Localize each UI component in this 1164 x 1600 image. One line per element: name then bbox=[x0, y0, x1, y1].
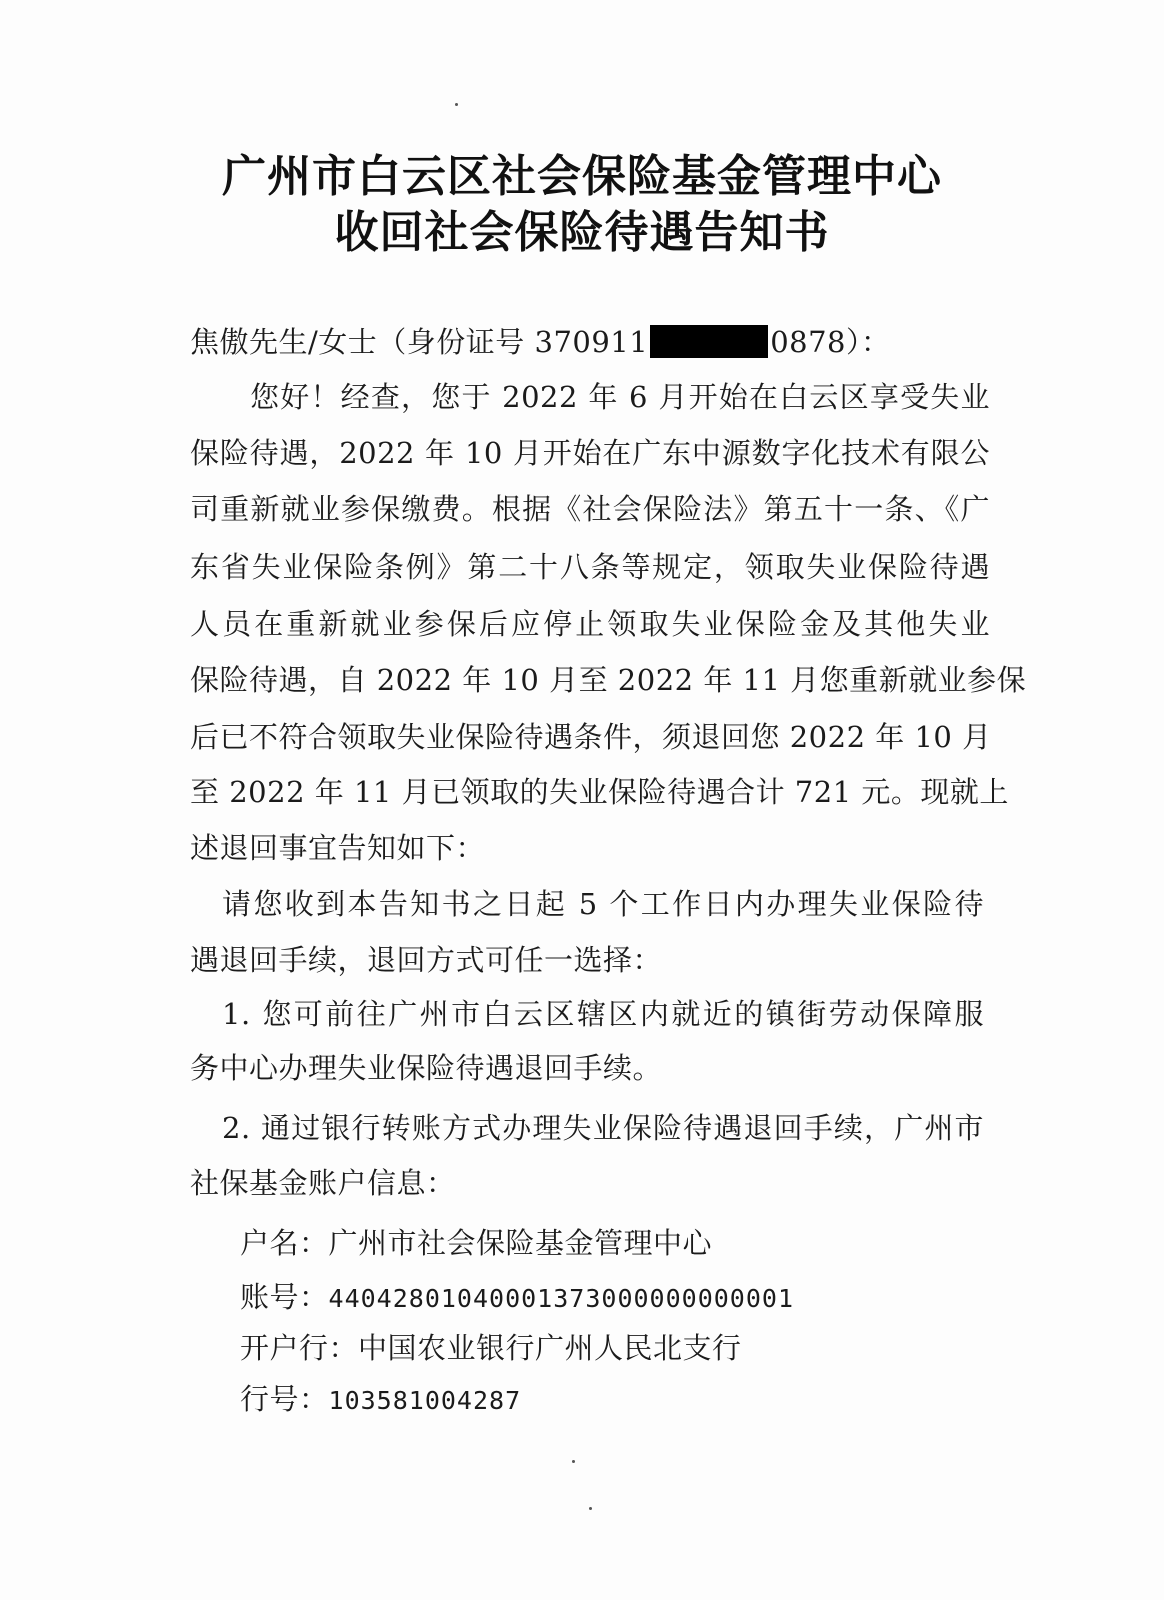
paragraph2-line: 请您收到本告知书之日起 5 个工作日内办理失业保险待 bbox=[222, 887, 984, 921]
account-number-value: 44042801040001373000000000001 bbox=[328, 1284, 795, 1313]
account-name-value: 广州市社会保险基金管理中心 bbox=[328, 1226, 713, 1260]
bank-label: 开户行： bbox=[240, 1331, 359, 1365]
account-number-row bbox=[240, 1275, 1060, 1316]
paragraph1-line: 保险待遇，自 2022 年 10 月至 2022 年 11 月您重新就业参保 bbox=[190, 663, 1027, 697]
salutation bbox=[190, 320, 1010, 361]
salutation-name: 焦傲先生/女士（身份证号 370911 bbox=[190, 325, 649, 359]
option1-line: 1. 您可前往广州市白云区辖区内就近的镇街劳动保障服 bbox=[222, 997, 984, 1031]
bank-row bbox=[240, 1326, 1060, 1367]
bank-code-row bbox=[240, 1377, 1060, 1418]
account-name-label: 户名： bbox=[240, 1226, 329, 1260]
bank-code-label: 行号： bbox=[240, 1382, 329, 1416]
bank-value: 中国农业银行广州人民北支行 bbox=[358, 1331, 742, 1365]
document-title-line1: 广州市白云区社会保险基金管理中心 bbox=[222, 151, 942, 202]
paragraph1-line: 司重新就业参保缴费。根据《社会保险法》第五十一条、《广 bbox=[190, 492, 990, 526]
paragraph1-line: 至 2022 年 11 月已领取的失业保险待遇合计 721 元。现就上 bbox=[190, 775, 1009, 809]
account-name-row bbox=[240, 1221, 1060, 1262]
paragraph1-line: 保险待遇，2022 年 10 月开始在广东中源数字化技术有限公 bbox=[190, 436, 990, 470]
account-number-label: 账号： bbox=[240, 1280, 329, 1314]
paragraph1-line: 后已不符合领取失业保险待遇条件，须退回您 2022 年 10 月 bbox=[190, 720, 992, 754]
paragraph1-line: 东省失业保险条例》第二十八条等规定，领取失业保险待遇 bbox=[190, 550, 990, 584]
option2-line: 社保基金账户信息： bbox=[190, 1166, 456, 1200]
redaction-bar bbox=[650, 325, 768, 358]
option1-line: 务中心办理失业保险待遇退回手续。 bbox=[190, 1051, 663, 1085]
scan-speck bbox=[572, 1460, 575, 1463]
salutation-id-suffix: 0878）： bbox=[770, 325, 891, 359]
paragraph1-line: 您好！经查，您于 2022 年 6 月开始在白云区享受失业 bbox=[250, 380, 990, 414]
option2-line: 2. 通过银行转账方式办理失业保险待遇退回手续，广州市 bbox=[222, 1111, 984, 1145]
paragraph1-line: 述退回事宜告知如下： bbox=[190, 831, 486, 865]
paragraph1-line: 人员在重新就业参保后应停止领取失业保险金及其他失业 bbox=[190, 607, 990, 641]
scan-speck bbox=[589, 1507, 592, 1510]
document-title-line2: 收回社会保险待遇告知书 bbox=[334, 207, 830, 258]
paragraph2-line: 遇退回手续，退回方式可任一选择： bbox=[190, 943, 663, 977]
bank-code-value: 103581004287 bbox=[328, 1386, 522, 1415]
scan-speck bbox=[455, 103, 458, 106]
